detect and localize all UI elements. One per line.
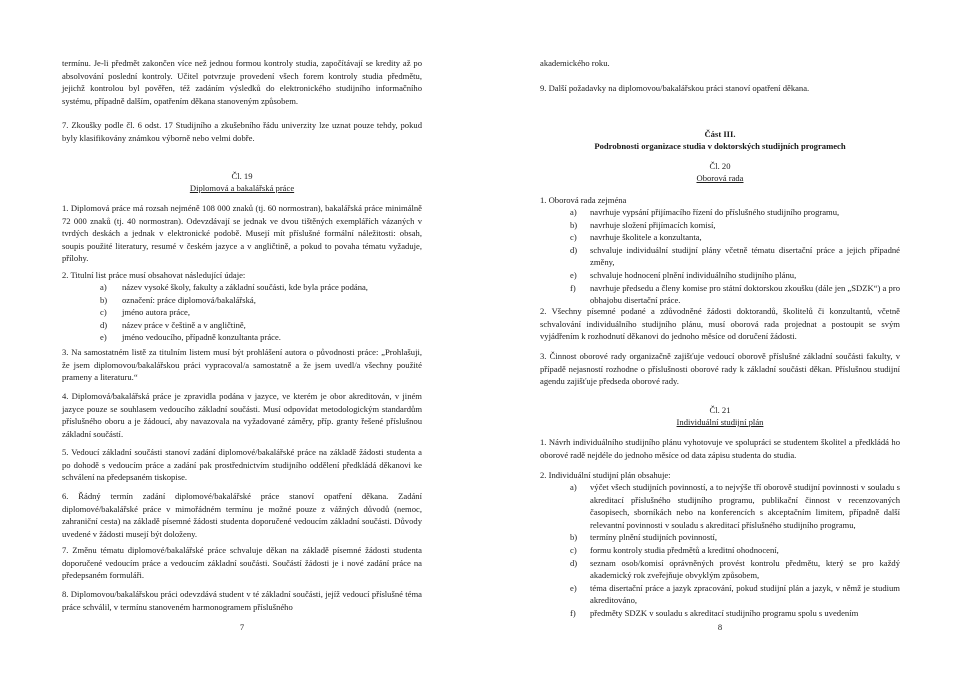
list-item: b) termíny plnění studijních povinností, [570, 532, 717, 543]
article-19-number: Čl. 19 [231, 171, 253, 181]
list-item: b) navrhuje složení přijímacích komisí, [570, 219, 716, 230]
paragraph-s1: 1. Návrh individuálního studijního plánu vyhotovuje ve spolupráci se studentem školitel a předkládá ho oborové radě nejdéle do jednoho měsíce od data zápisu studenta do studia. [540, 437, 900, 460]
list-item: a) název vysoké školy, fakulty a základní součásti, kde byla práce podána, [100, 282, 368, 292]
list-item: e) téma disertační práce a jazyk zpracování, pokud studijní plán a jazyk, v němž je studium akreditováno, [570, 582, 900, 606]
list-item: f) navrhuje předsedu a členy komise pro státní doktorskou zkoušku (dále jen „SDZK“) a pro obhajobu disertační práce. [570, 282, 900, 306]
article-20-number: Čl. 20 [709, 161, 731, 171]
list-item: b) označení: práce diplomová/bakalářská, [100, 294, 256, 305]
title-page-list [100, 281, 422, 344]
paragraph-4: 4. Diplomová/bakalářská práce je zpravidla podána v jazyce, ve kterém je obor akreditován, v jiném jazyce pouze se souhlasem vedoucího základní součásti. Musí odpovídat metodologickým standardům příslušného oboru a je žádoucí, aby navazovala na vyžadované záměry, příp. granty řešené příslušnou základní součástí. [62, 391, 422, 439]
paragraph-r2: 2. Všechny písemné podané a zdůvodněné žádosti doktorandů, školitelů či konzultantů, včetně schvalování individuálního studijního plánu, musí oborová rada projednat a postoupit se svým vyjádřením k rozhodnutí děkanovi do jednoho měsíce od doručení žádosti. [540, 306, 900, 342]
paragraph-r3: 3. Činnost oborové rady organizačně zajišťuje vedoucí oborově příslušné základní součásti fakulty, v případě nejasností rozhodne o příslušnosti oborové rady k základní součásti děkan. Příslušnou studijní agendu zajišťuje předseda oborové rady. [540, 351, 900, 387]
list-item: c) navrhuje školitele a konzultanta, [570, 232, 702, 243]
paragraph-2: 2. Titulní list práce musí obsahovat následující údaje: [62, 270, 246, 280]
continuation-text: akademického roku. [540, 58, 610, 68]
list-item: c) jméno autora práce, [100, 307, 190, 318]
article-21-title: Individuální studijní plán [676, 417, 764, 427]
intro-paragraph: termínu. Je-li předmět zakončen více než jednou formou kontroly studia, započítávají se kredity až po absolvování poslední kontroly. Učitel potvrzuje provedení všech forem kontroly studia předmětu, jejichž kontrolou byl pověřen, též zadáním výsledků do elektronického studijního informačního systému, případně dalším, opatřením děkana stanoveným způsobem. [62, 58, 422, 106]
left-page [62, 0, 422, 674]
article-20-title: Oborová rada [696, 173, 744, 183]
list-item: e) jméno vedoucího, případně konzultanta práce. [100, 332, 281, 343]
board-duties-list [570, 206, 900, 307]
paragraph-7b: 7. Změnu tématu diplomové/bakalářské práce schvaluje děkan na základě písemné žádosti studenta doporučené vedoucím práce a vedoucím základní součásti. Součástí žádosti je i nové zadání práce na předepsaném formuláři. [62, 545, 422, 581]
paragraph-7: 7. Zkoušky podle čl. 6 odst. 17 Studijního a zkušebního řádu univerzity lze uznat pouze tehdy, pokud byly klasifikovány známkou výborně nebo velmi dobře. [62, 120, 422, 143]
list-item: a) navrhuje vypsání přijímacího řízení do příslušného studijního programu, [570, 207, 840, 217]
paragraph-5: 5. Vedoucí základní součásti stanoví zadání diplomové/bakalářské práce na základě žádosti studenta a po dohodě s vedoucím práce a zadání pak prostřednictvím studijního oddělení předkládá děkanovi ke schválení na předepsaném tiskopise. [62, 447, 422, 483]
list-item: d) název práce v češtině a v angličtině, [100, 319, 246, 330]
paragraph-1: 1. Diplomová práce má rozsah nejméně 108 000 znaků (tj. 60 normostran), bakalářská práce minimálně 72 000 znaků (tj. 40 normostran). Odevzdávají se jednak ve dvou tištěných exemplářích vázaných v tvrdých deskách a jednak v elektronické podobě. Musejí mít příslušné formální náležitosti: obsah, soupis použité literatury, resumé v českém jazyce a v angličtině, a pokud to povaha tématu vyžaduje, přílohy. [62, 203, 422, 264]
list-item: f) předměty SDZK v souladu s akreditací studijního programu spolu s uvedením [570, 607, 859, 618]
list-item: d) seznam osob/komisí oprávněných provést kontrolu předmětu, který se pro každý akademický rok zveřejňuje obvyklým způsobem, [570, 557, 900, 581]
list-item: d) schvaluje individuální studijní plány včetně tématu disertační práce a jejich případné změny, [570, 244, 900, 268]
paragraph-9: 9. Další požadavky na diplomovou/bakalářskou práci stanoví opatření děkana. [540, 83, 810, 93]
paragraph-r1: 1. Oborová rada zejména [540, 195, 627, 205]
article-21-number: Čl. 21 [709, 405, 731, 415]
article-19-title: Diplomová a bakalářská práce [189, 183, 295, 193]
right-page [540, 0, 900, 674]
paragraph-6: 6. Řádný termín zadání diplomové/bakalářské práce stanoví opatření děkana. Zadání diplomové/bakalářské práce v mimořádném termínu je možné pouze z vážných důvodů (nemoc, zahraniční cesta) na základě písemné žádosti studenta doporučené vedoucím základní součásti. Důvody uvedené v žádosti musejí být doloženy. [62, 491, 422, 539]
part-title: Podrobnosti organizace studia v doktorských studijních programech [594, 141, 846, 151]
list-item: e) schvaluje hodnocení plnění individuálního studijního plánu, [570, 269, 797, 280]
page-number: 7 [239, 622, 245, 633]
paragraph-3: 3. Na samostatném listě za titulním listem musí být prohlášení autora o původnosti práce: „Prohlašuji, že jsem diplomovou/bakalářskou práci vypracoval/a samostatně a že jsem uvedl/a všechny použité prameny a literaturu.“ [62, 347, 422, 383]
paragraph-8: 8. Diplomovou/bakalářskou práci odevzdává student v té základní součásti, jejíž vedoucí příslušné téma práce schválil, v termínu stanoveném harmonogramem příslušného [62, 589, 422, 612]
page-number: 8 [717, 622, 723, 633]
list-item: a) výčet všech studijních povinností, a to nejvýše tří oborově studijní povinnosti v souladu s akreditací příslušného studijního programu, publikační činnost v recenzovaných časopisech, sborníkách nebo na konferencích s akceptačním limitem, případně další relevantní povinnosti v souladu s akreditací příslušného studijního programu, [570, 482, 900, 530]
part-number: Část III. [704, 129, 736, 139]
study-plan-list [570, 481, 900, 620]
paragraph-s2: 2. Individuální studijní plán obsahuje: [540, 470, 671, 480]
list-item: c) formu kontroly studia předmětů a kreditní ohodnocení, [570, 544, 779, 555]
